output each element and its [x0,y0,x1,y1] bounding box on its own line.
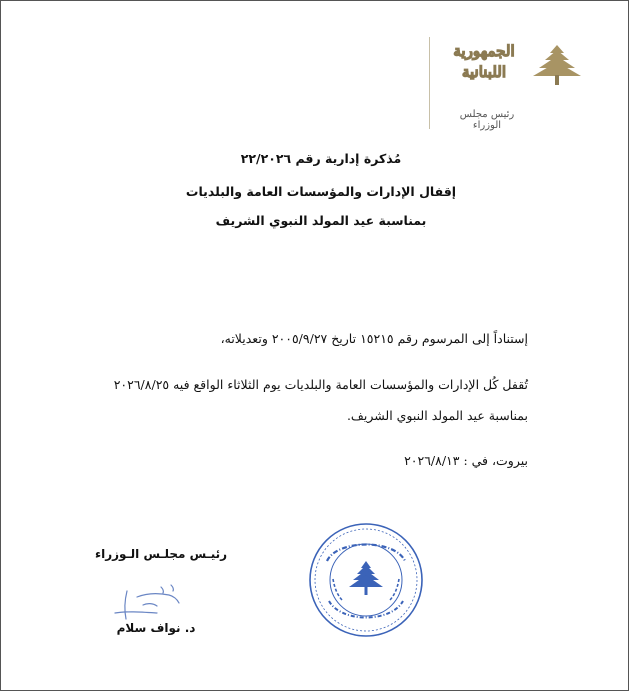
republic-line-1: الجمهورية [453,42,515,60]
memo-subject-line-1: إقفال الإدارات والمؤسسات العامة والبلديات [185,184,457,199]
legal-reference: إستناداً إلى المرسوم رقم ١٥٢١٥ تاريخ ٢٠٠٥/٩/٢٧ وتعديلاته، [220,331,528,346]
cedar-icon [531,43,583,89]
republic-name-logo [438,41,530,83]
letterhead-divider [429,37,430,129]
decision-line-2: بمناسبة عيد المولد النبوي الشريف. [346,408,528,423]
memo-subject-line-2: بمناسبة عيد المولد النبوي الشريف [215,213,427,228]
decision-line-1: تُقفل كُل الإدارات والمؤسسات العامة والبلديات يوم الثلاثاء الواقع فيه ٢٠٢٦/٨/٢٥ [113,377,528,392]
memo-number: مُذكرة إدارية رقم ٢٢/٢٠٢٦ [240,151,402,166]
signatory-title: رئيـس مجلـس الـوزراء [94,547,228,561]
official-stamp [307,521,425,639]
republic-line-2: اللبنانية [461,63,507,81]
letterhead-office: رئيس مجلس الوزراء [459,109,515,131]
place-and-date: بيروت، في : ٢٠٢٦/٨/١٣ [404,453,528,468]
signatory-name: د. نواف سلام [116,621,196,635]
handwritten-signature [97,579,197,623]
